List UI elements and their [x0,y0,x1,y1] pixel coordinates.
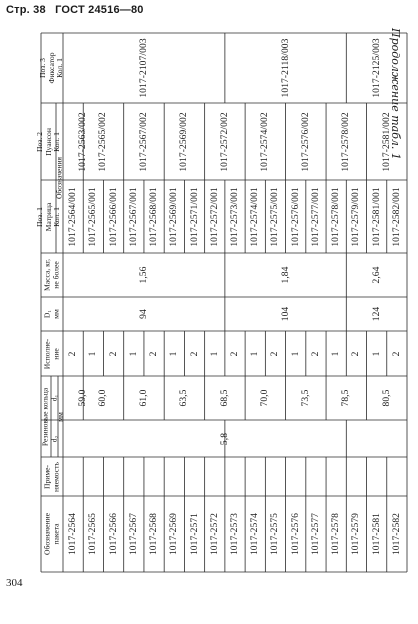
row-d1: 70,0 [260,389,271,407]
group-D1: 104 [280,306,291,322]
header-pos2: Поз. 2 Пуансон Кол. 1 [34,127,61,156]
row-pos1: 1017-2568/001 [149,186,160,247]
row-pos1: 1017-2574/001 [250,186,261,247]
row-designation: 1017-2581 [371,512,382,556]
row-pos2: 1017-2576/002 [300,111,311,172]
row-designation: 1017-2577 [310,512,321,556]
row-execution: 1 [88,351,99,356]
header-d2: d₂ [49,435,59,442]
row-pos1: 1017-2566/001 [108,186,119,247]
row-execution: 1 [371,351,382,356]
row-designation: 1017-2569 [169,512,180,556]
header-designations: Обозначения [54,156,64,200]
header-d1: d₁ [49,394,59,402]
row-pos1: 1017-2582/001 [391,186,402,247]
row-designation: 1017-2575 [270,512,281,556]
row-designation: 1017-2568 [149,512,160,556]
row-pos2: 1017-2567/002 [138,111,149,172]
row-pos2: 1017-2572/002 [219,111,230,172]
row-d1: 78,5 [341,389,352,407]
row-pos2: 1017-2581/002 [381,111,392,172]
row-pos1: 1017-2571/001 [189,186,200,247]
row-execution: 2 [108,351,119,356]
row-designation: 1017-2576 [290,512,301,556]
row-pos1: 1017-2567/001 [128,186,139,247]
row-pos2: 1017-2574/002 [260,111,271,172]
row-execution: 1 [128,351,139,356]
header-rubber-rings: Резиновые кольца [40,387,50,446]
group-pos3: 1017-2107/003 [138,38,149,98]
row-execution: 2 [68,351,79,356]
row-execution: 1 [209,351,220,356]
header-D1: D₁ мм [42,309,60,319]
row-execution: 2 [310,351,321,356]
header-pos3: Поз. 3 Фиксатор Кол. 1 [38,52,65,84]
row-d1: 73,5 [300,389,311,407]
row-d1: 60,0 [98,389,109,407]
row-pos2: 1017-2569/002 [179,111,190,172]
row-execution: 1 [331,351,342,356]
table-continuation-label: Продолжение табл. 1 [389,28,402,160]
row-pos1: 1017-2581/001 [371,186,382,247]
row-designation: 1017-2578 [331,512,342,556]
row-pos1: 1017-2578/001 [331,186,342,247]
group-D1: 124 [371,306,382,322]
group-mass: 2,64 [371,266,382,284]
header-applicability: Приме- няемость [42,461,60,492]
page-label: Стр. 38 [6,4,46,16]
row-execution: 1 [250,351,261,356]
header-designation: Обозначение пакета [42,513,60,555]
row-pos1: 1017-2569/001 [169,186,180,247]
row-pos1: 1017-2573/001 [230,186,240,247]
row-execution: 2 [270,351,281,356]
group-D1: 94 [138,309,149,319]
row-execution: 2 [351,351,362,356]
row-designation: 1017-2573 [230,512,240,556]
row-d1: 80,5 [381,389,392,407]
row-designation: 1017-2572 [209,512,220,556]
header-pos1: Поз. 1 Матрица Кол. 1 [34,202,61,231]
row-designation: 1017-2571 [189,512,200,556]
group-mass: 1,84 [280,266,291,284]
header-mass: Масса, кг, не более [42,259,60,291]
group-pos3: 1017-2125/003 [371,38,382,98]
row-designation: 1017-2565 [88,512,99,556]
header-mm: мм [55,411,65,422]
row-pos1: 1017-2575/001 [270,186,281,247]
row-pos1: 1017-2572/001 [209,186,220,247]
row-execution: 1 [169,351,180,356]
row-pos1: 1017-2564/001 [68,186,79,247]
row-pos1: 1017-2576/001 [290,186,301,247]
row-pos2: 1017-2563/002 [78,111,89,172]
standard-number: ГОСТ 24516—80 [55,4,144,16]
row-designation: 1017-2574 [250,512,261,556]
group-d2: 5,8 [219,432,230,445]
row-pos1: 1017-2579/001 [351,186,362,247]
row-d1: 63,5 [179,389,190,407]
row-pos1: 1017-2565/001 [88,186,99,247]
row-execution: 1 [290,351,301,356]
group-pos3: 1017-2118/003 [280,38,291,98]
row-pos1: 1017-2577/001 [310,186,321,247]
row-designation: 1017-2582 [391,512,402,556]
group-mass: 1,56 [138,266,149,284]
row-execution: 2 [189,351,200,356]
row-d1: 61,0 [138,389,149,407]
row-pos2: 1017-2565/002 [98,111,109,172]
row-execution: 2 [230,351,240,356]
row-execution: 2 [149,351,160,356]
row-execution: 2 [391,351,402,356]
row-designation: 1017-2566 [108,512,119,556]
row-pos2: 1017-2578/002 [341,111,352,172]
header-execution: Исполне- ние [42,338,60,369]
row-designation: 1017-2564 [68,512,79,556]
row-designation: 1017-2567 [128,512,139,556]
row-d1: 59,0 [78,389,89,407]
row-designation: 1017-2579 [351,512,362,556]
page-number: 304 [6,577,23,589]
row-d1: 68,5 [219,389,230,407]
